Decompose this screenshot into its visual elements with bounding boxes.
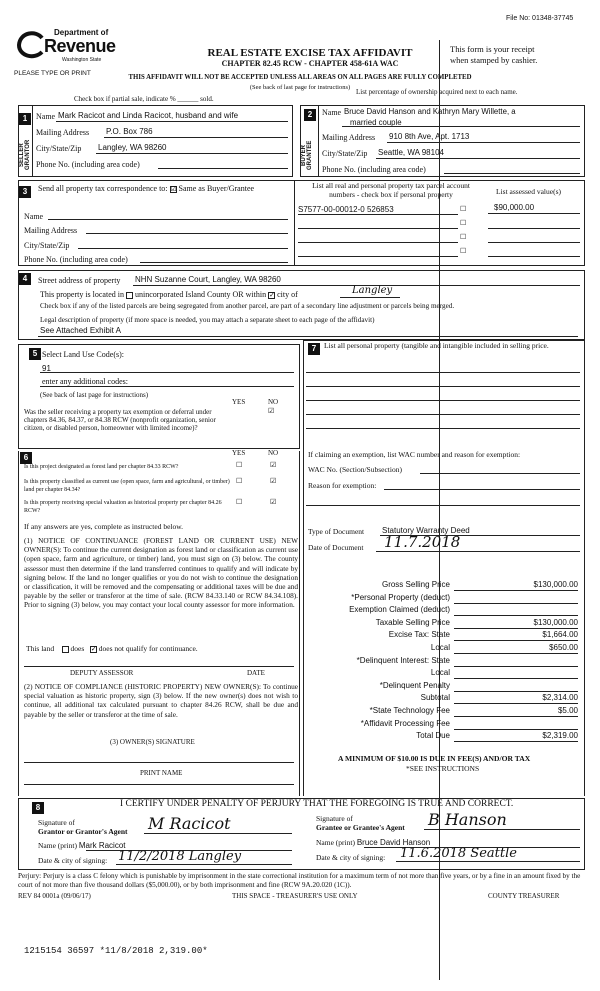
tax-row xyxy=(306,630,582,643)
section-6-no: NO xyxy=(268,449,279,457)
correspondence-city-label: City/State/Zip xyxy=(24,241,70,250)
section-4-number: 4 xyxy=(19,273,31,285)
seller-city-value: Langley, WA 98260 xyxy=(98,143,167,152)
section-7-number: 7 xyxy=(308,343,320,355)
send-correspondence: Send all property tax correspondence to: ☑ Same as Buyer/Grantee xyxy=(38,184,255,193)
exemption-claim-label: If claiming an exemption, list WAC number and reason for exemption: xyxy=(308,450,521,459)
ownership-note: List percentage of ownership acquired next to each name. xyxy=(356,88,518,96)
cashier-stamp: 1215154 36597 *11/8/2018 2,319.00* xyxy=(24,946,208,956)
parcel-2-personal-checkbox[interactable]: ☐ xyxy=(460,219,467,227)
deputy-date-label: DATE xyxy=(247,669,265,677)
exemption-question: Was the seller receiving a property tax exemption or deferral under chapters 84.36, 84.37, or 84.38 RCW (nonprofit organization, senior citizen, or disabled person, homeowner with limited income)? xyxy=(24,408,216,432)
tax-table xyxy=(306,580,582,744)
property-location: This property is located in unincorporated Island County OR within ✓ city of xyxy=(40,290,298,299)
reason-label: Reason for exemption: xyxy=(308,481,377,490)
same-as-buyer-checkbox[interactable]: ☑ xyxy=(170,184,177,193)
does-not-qualify-checkbox[interactable]: ✓ xyxy=(90,644,97,653)
correspondence-mailing-label: Mailing Address xyxy=(24,226,78,235)
see-instructions: *SEE INSTRUCTIONS xyxy=(406,764,480,773)
tax-row xyxy=(306,618,582,631)
seller-name-label: Name xyxy=(36,112,56,121)
if-yes-note: If any answers are yes, complete as instructed below. xyxy=(24,522,184,531)
doc-date-label: Date of Document xyxy=(308,543,364,552)
tax-row xyxy=(306,605,582,618)
grantee-date-label: Date & city of signing: xyxy=(316,853,386,862)
tax-row-label: Exemption Claimed (deduct) xyxy=(349,605,450,615)
historical-yes-checkbox[interactable]: ☐ xyxy=(236,498,243,506)
section-2-number: 2 xyxy=(304,109,316,121)
legal-description-label: Legal description of property (if more space is needed, you may attach a separate sheet to each page of the affidavit) xyxy=(40,316,375,324)
doc-type-value: Statutory Warranty Deed xyxy=(382,526,470,535)
wac-no-label: WAC No. (Section/Subsection) xyxy=(308,465,402,474)
tax-row-label: Total Due xyxy=(416,731,450,741)
current-use-question: Is this property classified as current use (open space, farm and agricultural, or timber) land per chapter 84.34? xyxy=(24,479,230,493)
buyer-grantee-label: BUYER GRANTEE xyxy=(301,140,313,170)
tax-row-label: *Delinquent Penalty xyxy=(379,680,450,690)
land-use-label: Select Land Use Code(s): xyxy=(42,350,124,359)
forest-no-checkbox[interactable]: ☑ xyxy=(270,461,277,469)
tax-row-value: $130,000.00 xyxy=(454,580,578,591)
segregated-check: Check box if any of the listed parcels are being segregated from another parcel, are part of a secondary line adjustment or parcels being merged. xyxy=(40,302,455,310)
please-type: PLEASE TYPE OR PRINT xyxy=(14,70,91,77)
tax-row-label: Subtotal xyxy=(420,693,450,703)
accounts-header-2: numbers - check box if personal property xyxy=(329,190,453,199)
tax-row-value xyxy=(454,681,578,692)
tax-row xyxy=(306,593,582,606)
legal-description-value: See Attached Exhibit A xyxy=(40,326,121,335)
buyer-mailing-value: 910 8th Ave, Apt. 1713 xyxy=(389,132,470,141)
street-label: Street address of property xyxy=(38,276,121,285)
tax-row-value: $2,319.00 xyxy=(454,731,578,742)
tax-row-value xyxy=(454,719,578,730)
tax-row xyxy=(306,643,582,656)
correspondence-phone-label: Phone No. (including area code) xyxy=(24,255,128,264)
buyer-mailing-label: Mailing Address xyxy=(322,133,376,142)
tax-row xyxy=(306,719,582,732)
tax-row-label: Local xyxy=(430,642,450,652)
accounts-header-1: List all real and personal property tax parcel account xyxy=(312,181,470,190)
tax-row-value xyxy=(454,656,578,667)
section-1-number: 1 xyxy=(19,113,31,125)
parcel-3-personal-checkbox[interactable]: ☐ xyxy=(460,233,467,241)
section-3-number: 3 xyxy=(19,186,31,198)
tax-row xyxy=(306,681,582,694)
dor-logo xyxy=(14,26,124,70)
exemption-no-checkbox[interactable]: ☑ xyxy=(268,407,275,415)
grantee-date-value: 11.6.2018 Seattle xyxy=(400,846,517,861)
warning-banner: THIS AFFIDAVIT WILL NOT BE ACCEPTED UNLESS ALL AREAS ON ALL PAGES ARE FULLY COMPLETED xyxy=(128,74,472,81)
unincorporated-checkbox[interactable] xyxy=(126,292,133,299)
street-value: NHN Suzanne Court, Langley, WA 98260 xyxy=(135,275,281,284)
seller-name-value: Mark Racicot and Linda Racicot, husband and wife xyxy=(58,111,239,120)
grantor-name-label: Name (print) Mark Racicot xyxy=(38,841,126,850)
tax-row-value: $130,000.00 xyxy=(454,618,578,629)
buyer-city-value: Seattle, WA 98104 xyxy=(378,148,444,157)
tax-row-value: $5.00 xyxy=(454,706,578,717)
historical-no-checkbox[interactable]: ☑ xyxy=(270,498,277,506)
section-5-yes: YES xyxy=(232,398,246,406)
section-6-yes: YES xyxy=(232,449,246,457)
tax-row-value: $650.00 xyxy=(454,643,578,654)
tax-row-value xyxy=(454,593,578,604)
grantee-signature: B Hanson xyxy=(428,810,507,829)
deputy-assessor-label: DEPUTY ASSESSOR xyxy=(70,669,134,677)
seller-mailing-label: Mailing Address xyxy=(36,128,90,137)
grantor-sig-label-1: Signature of xyxy=(38,818,75,827)
doc-type-label: Type of Document xyxy=(308,527,365,536)
receipt-note-2: when stamped by cashier. xyxy=(450,55,538,65)
dor-logo-word: Revenue xyxy=(44,36,116,56)
buyer-city-label: City/State/Zip xyxy=(322,149,368,158)
dor-logo-line3: Washington State xyxy=(62,57,102,63)
parcel-1-personal-checkbox[interactable]: ☐ xyxy=(460,205,467,213)
see-back-header: (See back of last page for instructions) xyxy=(249,84,351,91)
tax-row-label: *Delinquent Interest: State xyxy=(356,655,450,665)
tax-row xyxy=(306,656,582,669)
section-5-number: 5 xyxy=(29,348,41,360)
tax-row-label: *Personal Property (deduct) xyxy=(351,592,450,602)
land-use-value: 91 xyxy=(42,364,51,373)
section-8-number: 8 xyxy=(32,802,44,814)
minimum-fee-note: A MINIMUM OF $10.00 IS DUE IN FEE(S) AND/OR TAX xyxy=(338,754,531,763)
county-treasurer: COUNTY TREASURER xyxy=(488,892,560,900)
receipt-note-1: This form is your receipt xyxy=(450,44,535,54)
personal-property-label: List all personal property (tangible and intangible included in selling price. xyxy=(324,341,549,350)
grantor-date-label: Date & city of signing: xyxy=(38,856,108,865)
assessed-value-1: $90,000.00 xyxy=(494,203,535,212)
seller-grantor-label: SELLER GRANTOR xyxy=(19,139,31,170)
tax-row-value xyxy=(454,668,578,679)
form-title: REAL ESTATE EXCISE TAX AFFIDAVIT xyxy=(207,47,413,59)
historical-question: Is this property receiving special valuation as historical property per chapter 84.26 RCW? xyxy=(24,500,222,514)
print-name-label: PRINT NAME xyxy=(140,769,183,777)
doc-date-value: 11.7.2018 xyxy=(384,533,461,551)
current-use-no-checkbox[interactable]: ☑ xyxy=(270,477,277,485)
buyer-name-value-2: married couple xyxy=(350,118,402,127)
grantor-signature: M Racicot xyxy=(148,814,231,833)
seller-city-label: City/State/Zip xyxy=(36,144,82,153)
tax-row-label: Gross Selling Price xyxy=(381,580,450,589)
grantee-name-value: Bruce David Hanson xyxy=(356,838,431,847)
tax-row xyxy=(306,706,582,719)
correspondence-name-label: Name xyxy=(24,212,44,221)
file-number: File No: 01348-37745 xyxy=(506,15,574,22)
does-qualify-checkbox[interactable] xyxy=(62,646,69,653)
additional-codes-label: enter any additional codes: xyxy=(42,377,128,386)
tax-row xyxy=(306,668,582,681)
parcel-account-1: S7577-00-00012-0 526853 xyxy=(298,205,394,214)
notice-of-continuance: (1) NOTICE OF CONTINUANCE (FOREST LAND OR CURRENT USE) NEW OWNER(S): To continue the current designation as forest land or classification as current use (open space, farm and agriculture, or timber) land, you must sign on (3) below. The county assessor must then determine if the land transferred continues to qualify and will indicate by signing below. If the land no longer qualifies or you do not wish to continue the designation or classification, it will be removed and the compensating or additional taxes will be due and payable by the seller or transferor at the time of sale. (RCW 84.33.140 or RCW 84.34.108). Prior to signing (3) below, you may contact your local county assessor for more information. xyxy=(24,536,298,610)
tax-row xyxy=(306,731,582,744)
tax-row xyxy=(306,693,582,706)
partial-sale: Check box if partial sale, indicate % ______ sold. xyxy=(74,95,214,103)
city-of-value: Langley xyxy=(352,285,393,296)
seller-mailing-value: P.O. Box 786 xyxy=(106,127,153,136)
seller-phone-label: Phone No. (including area code) xyxy=(36,160,140,169)
tax-row-value: $1,664.00 xyxy=(454,630,578,641)
section-5-no: NO xyxy=(268,398,279,406)
form-revision: REV 84 0001a (09/06/17) xyxy=(18,892,91,900)
forest-land-question: Is this project designated as forest land per chapter 84.33 RCW? xyxy=(24,464,179,470)
section-6-number: 6 xyxy=(20,452,32,464)
certify-statement: I CERTIFY UNDER PENALTY OF PERJURY THAT THE FOREGOING IS TRUE AND CORRECT. xyxy=(120,799,514,809)
tax-row-value: $2,314.00 xyxy=(454,693,578,704)
tax-row-label: Excise Tax: State xyxy=(388,630,450,640)
perjury-notice: Perjury: Perjury is a class C felony which is punishable by imprisonment in the state correctional institution for a maximum term of not more than five years, or by a fine in an amount fixed by the court of not more than five thousand dollars ($5,000.00), or by both imprisonment and fine (RCW 9A.20.020 (1C)). xyxy=(18,872,581,889)
buyer-name-label: Name xyxy=(322,108,342,117)
tax-row xyxy=(306,580,582,593)
city-of-checkbox[interactable]: ✓ xyxy=(269,290,275,299)
tax-row-value xyxy=(454,605,578,616)
tax-row-label: *Affidavit Processing Fee xyxy=(360,718,450,728)
grantee-sig-label-2: Grantee or Grantee's Agent xyxy=(316,823,405,832)
tax-row-label: *State Technology Fee xyxy=(369,705,450,715)
current-use-yes-checkbox[interactable]: ☐ xyxy=(236,477,243,485)
tax-row-label: Local xyxy=(430,668,450,678)
grantor-name-value: Mark Racicot xyxy=(78,841,126,850)
tax-row-label: Taxable Selling Price xyxy=(375,617,450,627)
form-chapter: CHAPTER 82.45 RCW - CHAPTER 458-61A WAC xyxy=(221,59,399,68)
notice-of-compliance: (2) NOTICE OF COMPLIANCE (HISTORIC PROPERTY) NEW OWNER(S): To continue special valuation as historic property, sign (3) below. If the new owner(s) does not wish to continue, all additional tax calculated pursuant to chapter 84.26 RCW, shall be due and payable by the seller or transferor at the time of sale. xyxy=(24,682,298,719)
grantee-sig-label-1: Signature of xyxy=(316,814,353,823)
grantee-name-label: Name (print) Bruce David Hanson xyxy=(316,838,431,847)
parcel-4-personal-checkbox[interactable]: ☐ xyxy=(460,247,467,255)
grantor-date-value: 11/2/2018 Langley xyxy=(118,849,242,864)
buyer-phone-label: Phone No. (including area code) xyxy=(322,165,426,174)
owner-signature-label: (3) OWNER(S) SIGNATURE xyxy=(110,738,195,746)
dor-logo-line1: Department of xyxy=(54,28,109,37)
section-5-see-back: (See back of last page for instructions) xyxy=(40,391,149,399)
assessed-header: List assessed value(s) xyxy=(496,187,561,196)
forest-yes-checkbox[interactable]: ☐ xyxy=(236,461,243,469)
dor-logo-icon xyxy=(16,30,46,60)
grantor-sig-label-2: Grantor or Grantor's Agent xyxy=(38,827,128,836)
continuance-qualify: This land does ✓ does not qualify for continuance. xyxy=(26,644,198,653)
treasurer-space: THIS SPACE - TREASURER'S USE ONLY xyxy=(232,892,358,900)
buyer-name-value: Bruce David Hanson and Kathryn Mary Willette, a xyxy=(344,107,516,116)
